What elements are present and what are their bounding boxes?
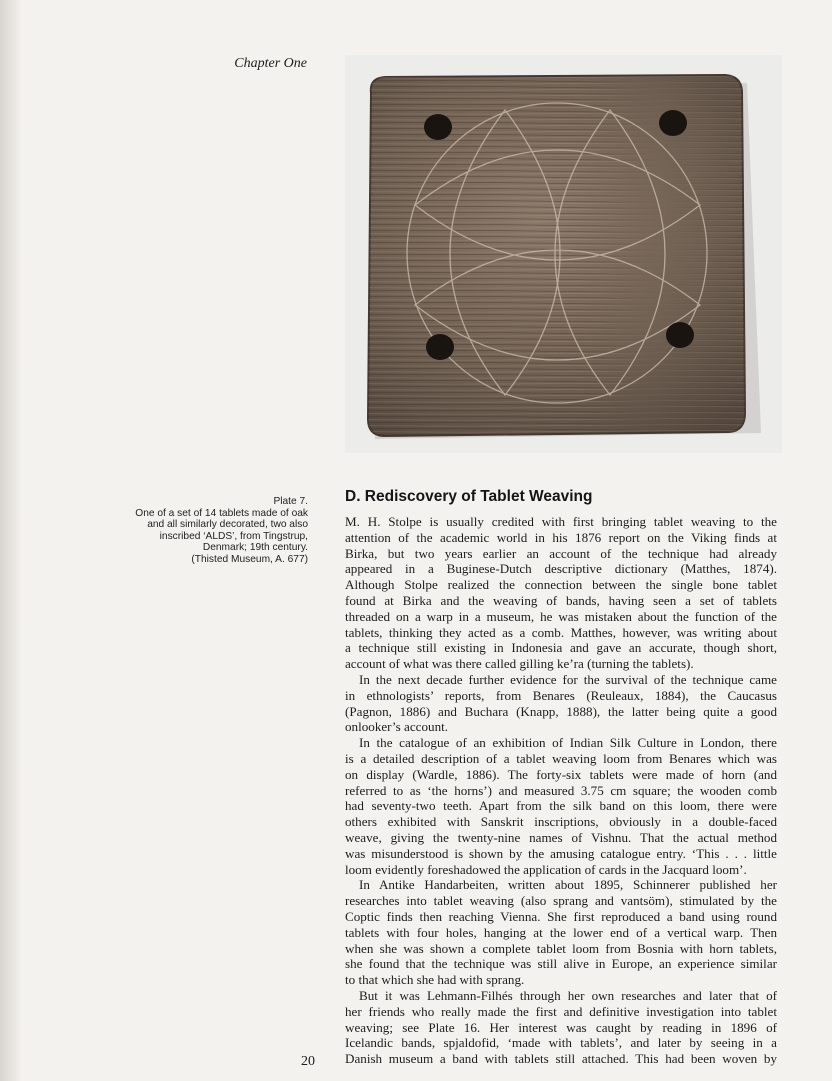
text-line: researches into tablet weaving (also sprang and vantsöm), stimulated by the [345, 893, 777, 909]
text-line: (Pagnon, 1886) and Buchara (Knapp, 1888), the latter being quite a good [345, 703, 777, 719]
text-line: attention of the academic world in his 1876 report on the Viking finds at [345, 529, 777, 545]
running-head: Chapter One [234, 56, 307, 71]
text-line: a technique still existing in Indonesia and gave an accurate, though short, [345, 640, 777, 656]
section-heading: D. Rediscovery of Tablet Weaving [345, 488, 593, 505]
text-line: referred to as ‘the horns’) and measured 3.75 cm square; the wooden comb [345, 782, 777, 798]
text-line: account of what was there called gilling ke’ra (turning the tablets). [345, 656, 694, 672]
text-line: tablets with four holes, hanging at the lower end of a vertical warp. Then [345, 924, 777, 940]
caption-line: and all similarly decorated, two also [147, 519, 308, 531]
text-line: to that which she had with sprang. [345, 972, 525, 988]
text-line: But it was Lehmann-Filhés through her own researches and later that of [359, 987, 777, 1003]
text-line: is a detailed description of a tablet weaving loom from Benares which was [345, 750, 777, 766]
plate-7-photo [345, 55, 782, 453]
text-line: weaving; see Plate 16. Her interest was caught by reading in 1896 of [345, 1019, 777, 1035]
text-line: she found that the technique was still alive in Europe, an experience similar [345, 956, 777, 972]
page-number: 20 [301, 1054, 315, 1069]
text-line: her friends who really made the first and definitive investigation into tablet [345, 1003, 777, 1019]
text-line: on display (Wardle, 1886). The forty-six tablets were made of horn (and [345, 766, 777, 782]
plate-caption [112, 496, 308, 566]
page-edge-shadow [0, 0, 22, 1081]
text-line: Danish museum a band with tablets still attached. This had been woven by [345, 1051, 777, 1067]
text-line: In Antike Handarbeiten, written about 1895, Schinnerer published her [359, 877, 777, 893]
text-line: others exhibited with Sanskrit inscriptions, obviously in a double-faced [345, 814, 777, 830]
text-line: in ethnologists’ reports, from Benares (Reuleaux, 1884), the Caucasus [345, 687, 777, 703]
text-line: was misunderstood is shown by the amusing catalogue entry. ‘This . . . little [345, 845, 777, 861]
text-line: M. H. Stolpe is usually credited with first bringing tablet weaving to the [345, 514, 777, 529]
text-line: threaded on a warp in a museum, he was mistaken about the function of the [345, 608, 777, 624]
caption-line: (Thisted Museum, A. 677) [191, 553, 308, 565]
text-line: Although Stolpe realized the connection between the single bone tablet [345, 577, 777, 593]
text-line: weave, giving the twenty-nine names of Vishnu. That the actual method [345, 829, 777, 845]
caption-line: One of a set of 14 tablets made of oak [135, 507, 308, 519]
text-line: Icelandic bands, spjaldofid, ‘made with tablets’, and later by seeing in a [345, 1035, 777, 1051]
plate-label: Plate 7. [273, 496, 308, 507]
text-line: loom evidently foreshadowed the application of cards in the Jacquard loom’. [345, 861, 747, 877]
text-line: found at Birka and the weaving of bands, having seen a set of tablets [345, 592, 777, 608]
text-line: when she was shown a complete tablet loom from Bosnia with horn tablets, [345, 940, 777, 956]
caption-line: Denmark; 19th century. [202, 542, 308, 554]
caption-line: inscribed ‘ALDS’, from Tingstrup, [159, 530, 308, 542]
text-line: In the catalogue of an exhibition of Indian Silk Culture in London, there [359, 735, 777, 751]
text-line: had seventy-two teeth. Apart from the silk band on this loom, there were [345, 798, 777, 814]
text-line: appeared in a Buginese-Dutch descriptive dictionary (Matthes, 1874). [345, 561, 777, 577]
text-line: onlooker’s account. [345, 719, 449, 735]
body-text [345, 514, 777, 1067]
text-line: In the next decade further evidence for the survival of the technique came [359, 671, 777, 687]
text-line: tablets, thinking they acted as a comb. Matthes, however, was writing about [345, 624, 777, 640]
text-line: Coptic finds then reaching Vienna. She first reproduced a band using round [345, 908, 777, 924]
text-line: Birka, but two years earlier an account of the technique had already [345, 545, 777, 561]
